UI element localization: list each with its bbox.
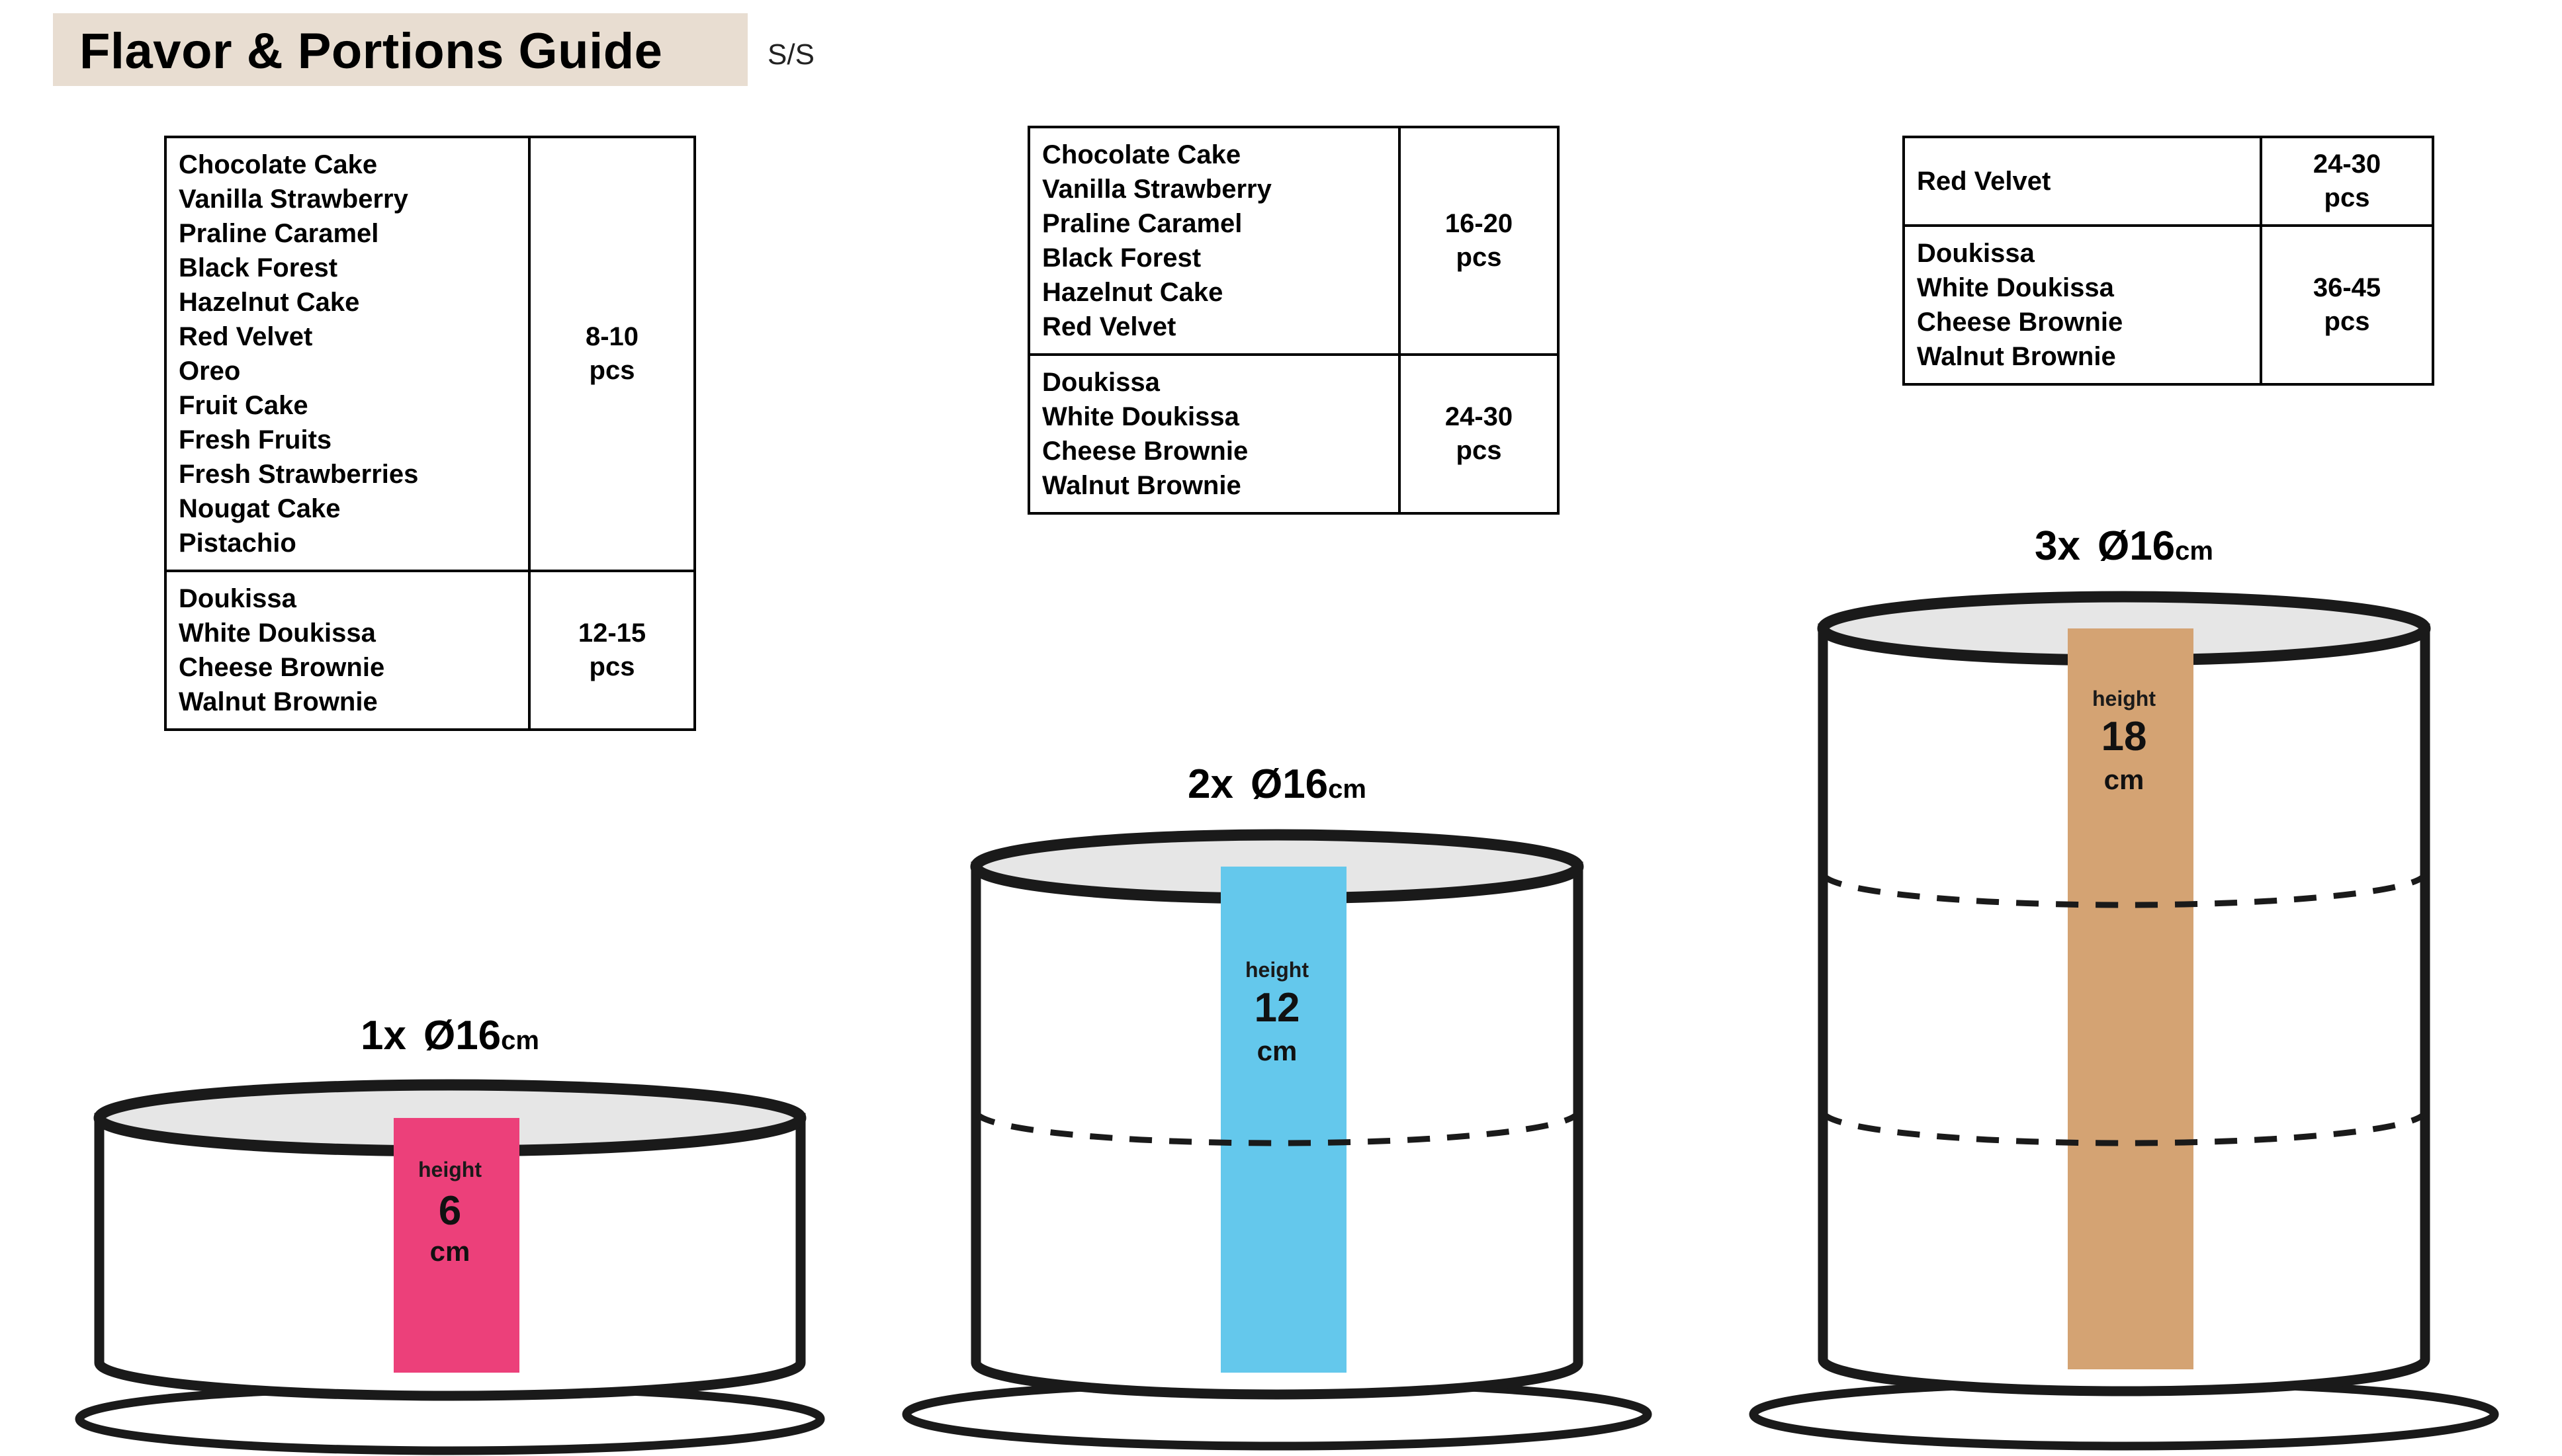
portions-value: 16-20 bbox=[1444, 208, 1513, 238]
flavor-list-cell bbox=[1904, 226, 2261, 384]
table-row bbox=[165, 571, 695, 730]
flavor-item: Walnut Brownie bbox=[1042, 471, 1241, 500]
flavor-item: Walnut Brownie bbox=[179, 687, 378, 716]
cake-diameter-unit: cm bbox=[1328, 775, 1366, 804]
flavor-item: Red Velvet bbox=[1917, 167, 2051, 196]
flavor-item: Walnut Brownie bbox=[1917, 342, 2116, 372]
portions-unit: pcs bbox=[2324, 307, 2370, 337]
portions-value: 24-30 bbox=[1444, 402, 1513, 431]
portions-cell bbox=[529, 571, 695, 730]
flavor-item: Oreo bbox=[179, 357, 241, 386]
cake-diagram-1x bbox=[60, 1012, 840, 1449]
flavor-item: Vanilla Strawberry bbox=[179, 185, 408, 214]
portions-cell bbox=[2261, 137, 2433, 226]
flavor-list-cell bbox=[165, 571, 529, 730]
portions-value: 24-30 bbox=[2313, 150, 2381, 179]
cake-shape-3x bbox=[1734, 582, 2514, 1455]
cake-shape-2x bbox=[887, 820, 1667, 1455]
flavor-item: Fresh Strawberries bbox=[179, 460, 419, 489]
flavor-item: Red Velvet bbox=[1042, 312, 1176, 341]
flavor-item: Praline Caramel bbox=[1042, 209, 1243, 238]
page-title: Flavor & Portions Guide bbox=[79, 23, 663, 79]
table-row bbox=[1904, 226, 2433, 384]
flavor-item: Cheese Brownie bbox=[1917, 308, 2123, 337]
cake-height-label-2x: height bbox=[1245, 958, 1309, 982]
cake-diagram-3x bbox=[1734, 523, 2514, 1449]
flavor-item: Doukissa bbox=[179, 584, 296, 613]
flavor-list-cell bbox=[1904, 137, 2261, 226]
portions-cell bbox=[529, 137, 695, 571]
portions-cell bbox=[1399, 127, 1558, 355]
table-row bbox=[1029, 355, 1558, 513]
portions-cell bbox=[2261, 226, 2433, 384]
cake-caption-3x bbox=[1734, 523, 2514, 570]
flavor-item: Fresh Fruits bbox=[179, 425, 332, 454]
flavor-item: Black Forest bbox=[1042, 243, 1202, 273]
cake-height-unit-1x: cm bbox=[429, 1236, 470, 1267]
flavor-item: Black Forest bbox=[179, 253, 338, 282]
flavor-item: White Doukissa bbox=[1917, 273, 2114, 303]
cake-layers-label: 1x bbox=[361, 1013, 406, 1058]
cake-height-unit-3x: cm bbox=[2103, 764, 2144, 795]
flavor-item: Pistachio bbox=[179, 529, 296, 558]
cake-diagram-2x bbox=[887, 761, 1667, 1449]
cake-layers-label: 2x bbox=[1188, 761, 1233, 807]
cake-height-label-3x: height bbox=[2092, 687, 2156, 710]
flavor-item: Red Velvet bbox=[179, 322, 313, 351]
portions-unit: pcs bbox=[1456, 436, 1502, 465]
flavor-list-cell bbox=[1029, 355, 1399, 513]
cake-caption-1x bbox=[60, 1012, 840, 1059]
portions-value: 36-45 bbox=[2313, 273, 2381, 303]
cake-diameter-label: Ø16 bbox=[1250, 761, 1329, 807]
portions-unit: pcs bbox=[589, 356, 635, 385]
flavor-item: Chocolate Cake bbox=[1042, 140, 1241, 169]
flavor-item: White Doukissa bbox=[179, 619, 376, 648]
flavor-item: Vanilla Strawberry bbox=[1042, 175, 1272, 204]
cake-diameter-label: Ø16 bbox=[423, 1013, 502, 1058]
flavor-item: Doukissa bbox=[1042, 368, 1160, 397]
flavor-item: Hazelnut Cake bbox=[179, 288, 360, 317]
cake-height-value-3x: 18 bbox=[2101, 714, 2147, 759]
cake-height-unit-2x: cm bbox=[1257, 1035, 1298, 1066]
flavor-item: Nougat Cake bbox=[179, 494, 341, 523]
flavor-list-cell bbox=[165, 137, 529, 571]
portions-value: 12-15 bbox=[578, 618, 646, 648]
flavor-item: Cheese Brownie bbox=[179, 653, 385, 682]
cake-diameter-unit: cm bbox=[2175, 536, 2213, 566]
cake-diameter-unit: cm bbox=[501, 1026, 539, 1055]
table-row bbox=[1904, 137, 2433, 226]
portions-value: 8-10 bbox=[585, 321, 639, 351]
cake-layers-label: 3x bbox=[2035, 523, 2080, 569]
portions-table-1 bbox=[164, 136, 696, 731]
flavor-list-cell bbox=[1029, 127, 1399, 355]
cake-height-label-1x: height bbox=[418, 1158, 482, 1181]
flavor-item: Praline Caramel bbox=[179, 219, 379, 248]
portions-table-2 bbox=[1028, 126, 1560, 515]
portions-unit: pcs bbox=[2324, 183, 2370, 213]
flavor-item: Hazelnut Cake bbox=[1042, 278, 1223, 307]
cake-height-value-2x: 12 bbox=[1254, 985, 1300, 1031]
page-title-suffix: S/S bbox=[768, 38, 815, 71]
cake-diameter-label: Ø16 bbox=[2097, 523, 2176, 569]
cake-caption-2x bbox=[887, 761, 1667, 808]
portions-cell bbox=[1399, 355, 1558, 513]
portions-unit: pcs bbox=[1456, 243, 1502, 272]
flavor-item: Cheese Brownie bbox=[1042, 437, 1249, 466]
cake-height-value-1x: 6 bbox=[438, 1188, 462, 1234]
flavor-item: White Doukissa bbox=[1042, 402, 1239, 431]
flavor-item: Fruit Cake bbox=[179, 391, 308, 420]
flavor-item: Chocolate Cake bbox=[179, 150, 378, 179]
flavor-item: Doukissa bbox=[1917, 239, 2035, 269]
portions-table-3 bbox=[1902, 136, 2434, 386]
table-row bbox=[165, 137, 695, 571]
portions-unit: pcs bbox=[589, 652, 635, 681]
table-row bbox=[1029, 127, 1558, 355]
